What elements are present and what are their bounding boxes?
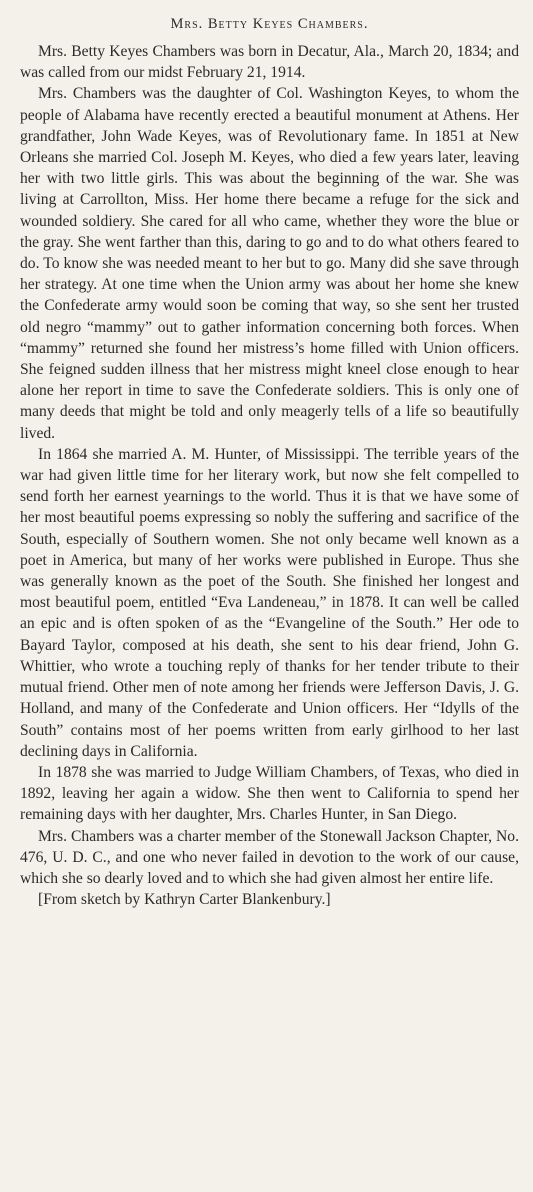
- paragraph-later-life: In 1878 she was married to Judge William Chambers, of Texas, who died in 1892, leaving her again a widow. She then went to California to spend her remaining days with her daughter, Mrs. Charles Hunter, in San Diego.: [20, 763, 519, 824]
- paragraph-family-war: Mrs. Chambers was the daughter of Col. Washington Keyes, to whom the people of Alabama have recently erected a beautiful monument at Athens. Her grandfather, John Wade Keyes, was of Revolutionary fame. In 1851 at New Orleans she married Col. Joseph M. Keyes, who died a few years later, leaving her with two little girls. This was about the beginning of the war. She was living at Carrollton, Miss. Her home there became a refuge for the sick and wounded soldiery. She cared for all who came, whether they wore the blue or the gray. She went farther than this, daring to go and to do what others feared to do. To know she was needed meant to her but to go. Many did she save through her strategy. At one time when the Union army was about her home she knew the Confederate army would soon be coming that way, so she sent her trusted old negro “mammy” out to gather information concerning both forces. When “mammy” returned she found her mistress’s home filled with Union officers. She feigned sudden illness that her mistress might kneel close enough to hear alone her report in time to save the Confederate soldiers. This is only one of many deeds that might be told and only meagerly tells of a life so beautifully lived.: [20, 85, 519, 442]
- paragraph-udc-membership: Mrs. Chambers was a charter member of the Stonewall Jackson Chapter, No. 476, U. D. C., and one who never failed in devotion to the work of our cause, which she so dearly loved and to which she had given almost her entire life.: [20, 827, 519, 887]
- source-attribution: [From sketch by Kathryn Carter Blankenbury.]: [38, 891, 331, 909]
- paragraph-birth: Mrs. Betty Keyes Chambers was born in Decatur, Ala., March 20, 1834; and was called from our midst February 21, 1914.: [20, 43, 519, 82]
- article-title: Mrs. Betty Keyes Chambers.: [170, 16, 369, 32]
- paragraph-literary-work: In 1864 she married A. M. Hunter, of Mississippi. The terrible years of the war had given little time for her literary work, but now she felt compelled to send forth her earnest yearnings to the world. Thus it is that we have some of her most beautiful poems expressing so nobly the suffering and sacrifice of the South, especially of Southern women. She not only became well known as a poet in America, but many of her works were published in Europe. Thus she was generally known as the poet of the South. She finished her longest and most beautiful poem, entitled “Eva Landeneau,” in 1878. It can well be called an epic and is often spoken of as the “Evangeline of the South.” Her ode to Bayard Taylor, composed at his death, she sent to his dear friend, John G. Whittier, who wrote a touching reply of thanks for her tender tribute to their mutual friend. Other men of note among her friends were Jefferson Davis, J. G. Holland, and many of the Confederate and Union officers. Her “Idylls of the South” contains most of her poems written from early girlhood to her last declining days in California.: [20, 445, 519, 760]
